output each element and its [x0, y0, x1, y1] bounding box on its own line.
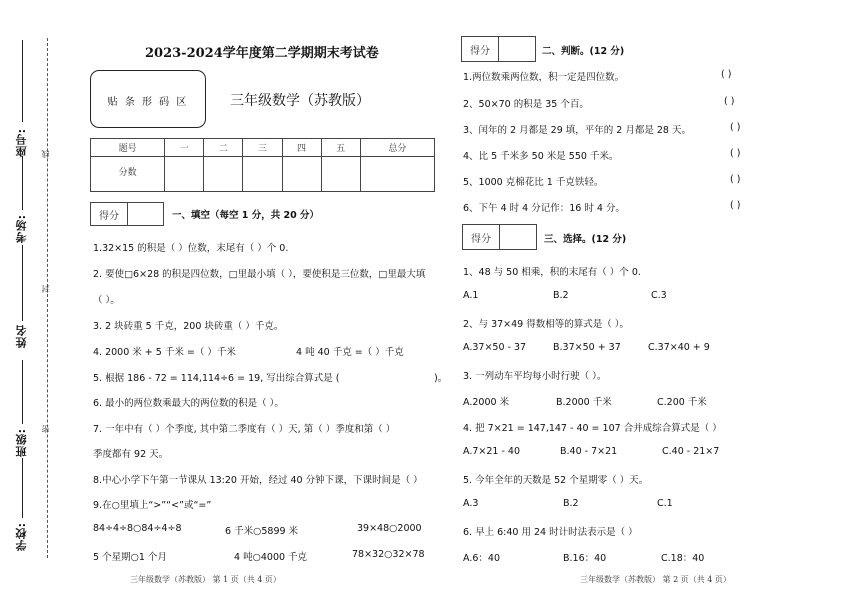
- choice-question-4: 4. 把 7×21 = 147,147 - 40 = 107 合并成综合算式是（ ）: [463, 423, 722, 434]
- compare-item: 78×32○32×78: [352, 549, 425, 560]
- section3-score-field[interactable]: [500, 225, 536, 249]
- binding-mark-secret: 密: [41, 425, 50, 433]
- choice-option: B.2: [563, 498, 579, 509]
- section1-title: 一、填空（每空 1 分，共 20 分）: [172, 210, 320, 221]
- fill-question-4a: 4. 2000 米 + 5 千米 =（ ）千米: [93, 347, 236, 358]
- choice-question-3: 3. 一列动车平均每小时行驶（ ）。: [463, 371, 607, 382]
- exam-title: 2023-2024学年度第二学期期末考试卷: [145, 46, 379, 61]
- choice-option: C.1: [657, 498, 673, 509]
- right-page-footer: 三年级数学（苏教版） 第 2 页（共 4 页）: [580, 575, 731, 584]
- choice-option: A.7×21 - 40: [463, 446, 520, 457]
- judge-item-5: 5、1000 克棉花比 1 千克铁轻。: [463, 177, 604, 188]
- judge-item-2: 2、50×70 的积是 35 个百。: [463, 99, 589, 110]
- choice-option: A.1: [463, 290, 479, 301]
- score-table-cell[interactable]: [243, 157, 282, 192]
- compare-item: 39×48○2000: [357, 523, 422, 534]
- barcode-sticker-area: [90, 70, 206, 128]
- name-underline: [22, 245, 23, 321]
- subject-title: 三年级数学（苏教版）: [230, 93, 370, 109]
- binding-mark-seal: 封: [41, 285, 50, 293]
- class-label: 班级:: [15, 428, 28, 458]
- score-table-cell[interactable]: [282, 157, 321, 192]
- fill-question-7-cont: 季度都有 92 天。: [93, 449, 169, 460]
- score-table-cell[interactable]: [360, 157, 434, 192]
- choice-option: C.200 千米: [657, 397, 707, 408]
- choice-option: C.18：40: [661, 553, 705, 564]
- section1-score-field[interactable]: [128, 203, 163, 225]
- binding-dashed-line: [47, 38, 48, 558]
- choice-option: A.6：40: [463, 553, 500, 564]
- binding-mark-line: 线: [41, 150, 50, 158]
- name-label: 姓名: [15, 324, 28, 348]
- choice-option: B.40 - 7×21: [560, 446, 618, 457]
- fill-question-1: 1.32×15 的积是（ ）位数，末尾有（ ）个 0.: [93, 243, 289, 254]
- fill-question-5: 5. 根据 186 - 72 = 114,114÷6 = 19, 写出综合算式是 (: [93, 373, 340, 384]
- score-table-header-cell: 二: [204, 139, 243, 157]
- compare-item: 4 吨○4000 千克: [234, 552, 308, 563]
- judge-item-6: 6、下午 4 时 4 分记作：16 时 4 分。: [463, 203, 625, 214]
- score-table-header-cell: 一: [165, 139, 204, 157]
- choice-question-2: 2、与 37×49 得数相等的算式是（ ）。: [463, 319, 629, 330]
- judge-item-4: 4、比 5 千米多 50 米是 550 千米。: [463, 151, 619, 162]
- choice-option: A.37×50 - 37: [463, 342, 527, 353]
- judge-answer-paren[interactable]: ( ): [724, 96, 735, 107]
- choice-option: B.16：40: [563, 553, 607, 564]
- fill-question-4b: 4 吨 40 千克 =（ ）千克: [296, 347, 404, 358]
- left-page-footer: 三年级数学（苏教版） 第 1 页（共 4 页）: [130, 575, 281, 584]
- section2-score-box: [461, 36, 536, 62]
- judge-answer-paren[interactable]: ( ): [721, 69, 732, 80]
- choice-option: C.3: [651, 290, 667, 301]
- score-table-header-cell: 题号: [91, 139, 165, 157]
- choice-option: C.40 - 21×7: [662, 446, 720, 457]
- section1-score-box: [90, 202, 164, 226]
- choice-option: C.37×40 + 9: [648, 342, 710, 353]
- fill-question-9: 9.在○里填上“>”“<”或“=”: [93, 500, 212, 511]
- class-underline: [22, 360, 23, 424]
- barcode-sticker-label: 贴 条 形 码 区: [107, 97, 189, 108]
- fill-question-5-end: )。: [434, 373, 448, 384]
- score-table-header-cell: 四: [282, 139, 321, 157]
- judge-answer-paren[interactable]: ( ): [730, 200, 741, 211]
- fill-question-7: 7. 一年中有（ ）个季度, 其中第二季度有（ ）天, 第（ ）季度和第（ ）: [93, 424, 396, 435]
- choice-option: B.37×50 + 37: [553, 342, 621, 353]
- choice-question-1: 1、48 与 50 相乘，积的末尾有（ ）个 0.: [463, 267, 641, 278]
- compare-item: 5 个星期○1 个月: [93, 552, 167, 563]
- section3-title: 三、选择。(12 分): [544, 234, 627, 245]
- judge-answer-paren[interactable]: ( ): [730, 174, 741, 185]
- score-table-cell[interactable]: [204, 157, 243, 192]
- judge-answer-paren[interactable]: ( ): [730, 122, 741, 133]
- seat-number-label: 座号:: [15, 128, 28, 158]
- judge-answer-paren[interactable]: ( ): [730, 148, 741, 159]
- score-table-header-cell: 五: [321, 139, 360, 157]
- section2-title: 二、判断。(12 分): [542, 46, 625, 57]
- fill-question-6: 6. 最小的两位数乘最大的两位数的积是（ ）。: [93, 398, 284, 409]
- seat-number-underline: [22, 40, 23, 122]
- school-underline: [22, 458, 23, 518]
- judge-item-3: 3、闰年的 2 月都是 29 填，平年的 2 月都是 28 天。: [463, 125, 691, 136]
- fill-question-2: 2. 要使□6×28 的积是四位数，□里最小填（ ），要使积是三位数，□里最大填: [93, 269, 426, 280]
- score-table-cell[interactable]: [165, 157, 204, 192]
- score-table-cell[interactable]: [321, 157, 360, 192]
- choice-question-5: 5. 今年全年的天数是 52 个星期零（ ）天。: [463, 475, 649, 486]
- section2-score-label: 得分: [462, 37, 499, 61]
- compare-item: 84÷4÷8○84÷4÷8: [93, 523, 182, 534]
- score-table: [90, 138, 435, 192]
- school-label: 学校:: [15, 522, 28, 552]
- section3-score-label: 得分: [463, 225, 500, 249]
- judge-item-1: 1.两位数乘两位数，积一定是四位数。: [463, 72, 625, 83]
- exam-room-underline: [22, 156, 23, 210]
- score-table-header-cell: 三: [243, 139, 282, 157]
- section3-score-box: [462, 224, 537, 250]
- section2-score-field[interactable]: [499, 37, 535, 61]
- fill-question-2-cont: （ ）。: [93, 295, 120, 306]
- fill-question-3: 3. 2 块砖重 5 千克，200 块砖重（ ）千克。: [93, 321, 284, 332]
- choice-option: B.2000 千米: [556, 397, 612, 408]
- section1-score-label: 得分: [91, 203, 128, 225]
- score-table-header-cell: 总分: [360, 139, 434, 157]
- choice-question-6: 6. 早上 6:40 用 24 时计时法表示是（ ）: [463, 527, 638, 538]
- score-table-row-label: 分数: [91, 157, 165, 192]
- choice-option: B.2: [553, 290, 569, 301]
- choice-option: A.2000 米: [463, 397, 510, 408]
- compare-item: 6 千米○5899 米: [225, 526, 299, 537]
- fill-question-8: 8.中心小学下午第一节课从 13:20 开始，经过 40 分钟下课，下课时间是（ ）: [93, 475, 423, 486]
- choice-option: A.3: [463, 498, 479, 509]
- exam-room-label: 考场:: [15, 214, 28, 244]
